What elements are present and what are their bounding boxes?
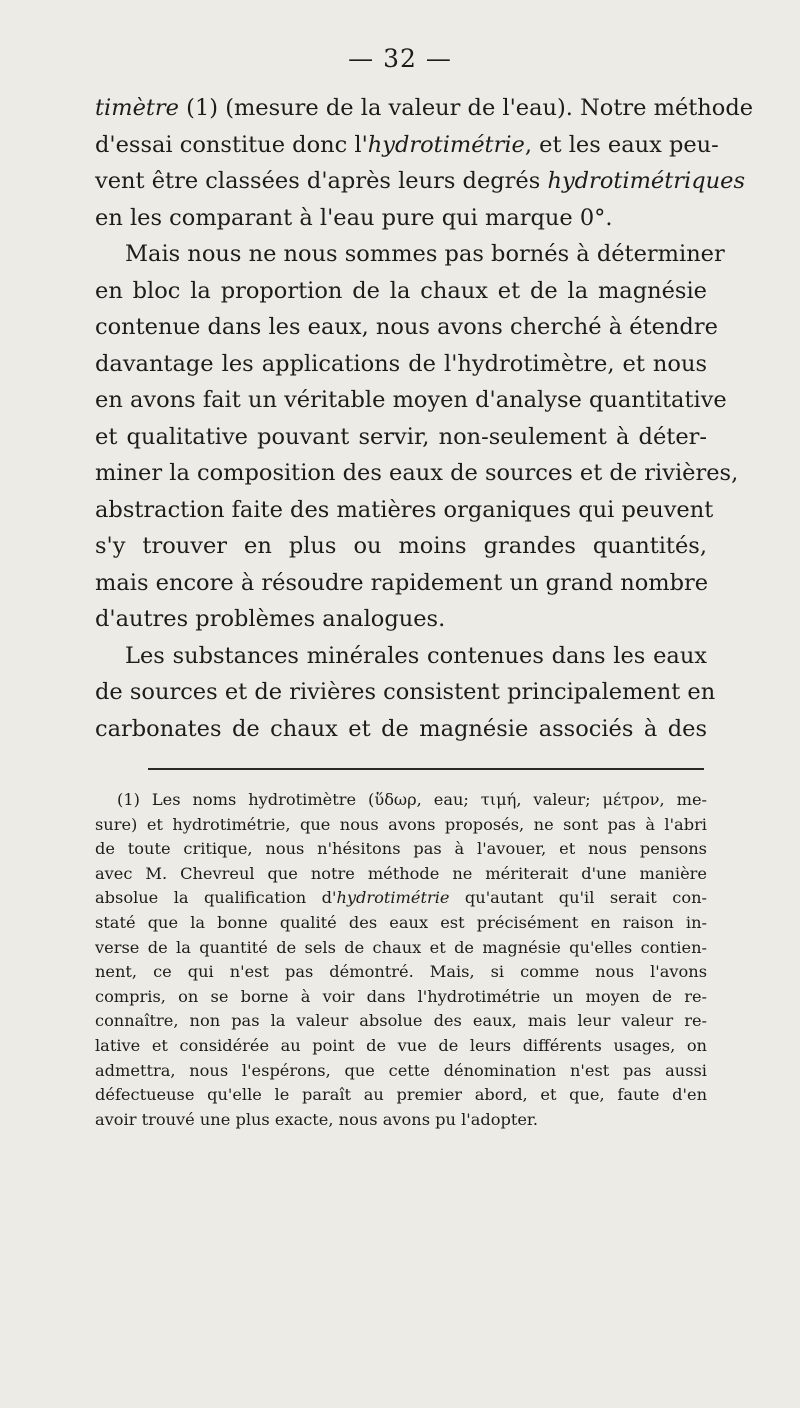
italic-term: timètre — [95, 95, 180, 121]
text-line: vent être classées d'après leurs degrés hydrotimétriques — [95, 168, 745, 194]
footnote-line: staté que la bonne qualité des eaux est précisément en raison in- — [95, 912, 707, 932]
footnote — [95, 788, 707, 1132]
page-number: — 32 — — [348, 44, 452, 73]
footnote-line: avec M. Chevreul que notre méthode ne mériterait d'une manière — [95, 863, 707, 883]
text-line: Mais nous ne nous sommes pas bornés à déterminer — [125, 241, 725, 267]
main-text — [95, 90, 754, 747]
text-line: timètre (1) (mesure de la valeur de l'eau). Notre méthode — [95, 95, 754, 121]
italic-term: hydrotimétrie — [367, 131, 525, 158]
footnote-line: connaître, non pas la valeur absolue des eaux, mais leur valeur re- — [95, 1011, 707, 1031]
footnote-line: de toute critique, nous n'hésitons pas à l'avouer, et nous pensons — [95, 839, 707, 859]
footnote-line: sure) et hydrotimétrie, que nous avons proposés, ne sont pas à l'abri — [95, 814, 707, 834]
text-line: et qualitative pouvant servir, non-seulement à déter- — [95, 423, 707, 450]
text-line: en bloc la proportion de la chaux et de la magnésie — [95, 277, 707, 304]
footnote-line: admettra, nous l'espérons, que cette dénomination n'est pas aussi — [95, 1060, 707, 1080]
text-line: miner la composition des eaux de sources et de rivières, — [95, 460, 739, 486]
text-line: davantage les applications de l'hydrotimètre, et nous — [95, 350, 707, 377]
text-line: carbonates de chaux et de magnésie associés à des — [95, 715, 707, 742]
text-line: d'autres problèmes analogues. — [95, 606, 446, 632]
text-line: s'y trouver en plus ou moins grandes quantités, — [95, 533, 707, 559]
footnote-line: nent, ce qui n'est pas démontré. Mais, si comme nous l'avons — [95, 962, 707, 982]
footnote-line: lative et considérée au point de vue de leurs différents usages, on — [95, 1035, 707, 1055]
text-line: contenue dans les eaux, nous avons cherché à étendre — [95, 314, 718, 340]
footnote-line: verse de la quantité de sels de chaux et de magnésie qu'elles contien- — [95, 937, 707, 957]
footnote-line: avoir trouvé une plus exacte, nous avons pu l'adopter. — [95, 1109, 539, 1129]
footnote-line: compris, on se borne à voir dans l'hydrotimétrie un moyen de re- — [95, 986, 707, 1006]
text-line: en les comparant à l'eau pure qui marque 0°. — [95, 204, 613, 231]
text-line: de sources et de rivières consistent principalement en — [95, 679, 716, 705]
footnote-divider — [148, 768, 704, 770]
footnote-line: (1) Les noms hydrotimètre (ὕδωρ, eau; τιμή, valeur; μέτρον, me- — [117, 790, 707, 809]
text-line: abstraction faite des matières organiques qui peuvent — [95, 496, 714, 523]
text-line: mais encore à résoudre rapidement un grand nombre — [95, 569, 709, 596]
text-line: Les substances minérales contenues dans les eaux — [125, 642, 707, 669]
italic-term: hydrotimétrie — [336, 888, 450, 908]
footnote-line: absolue la qualification d'hydrotimétrie qu'autant qu'il serait con- — [95, 888, 707, 908]
text-line: en avons fait un véritable moyen d'analyse quantitative — [95, 387, 727, 413]
footnote-line: défectueuse qu'elle le paraît au premier abord, et que, faute d'en — [95, 1085, 707, 1105]
text-line: d'essai constitue donc l'hydrotimétrie, et les eaux peu- — [95, 131, 719, 158]
italic-term: hydrotimétriques — [547, 168, 745, 194]
